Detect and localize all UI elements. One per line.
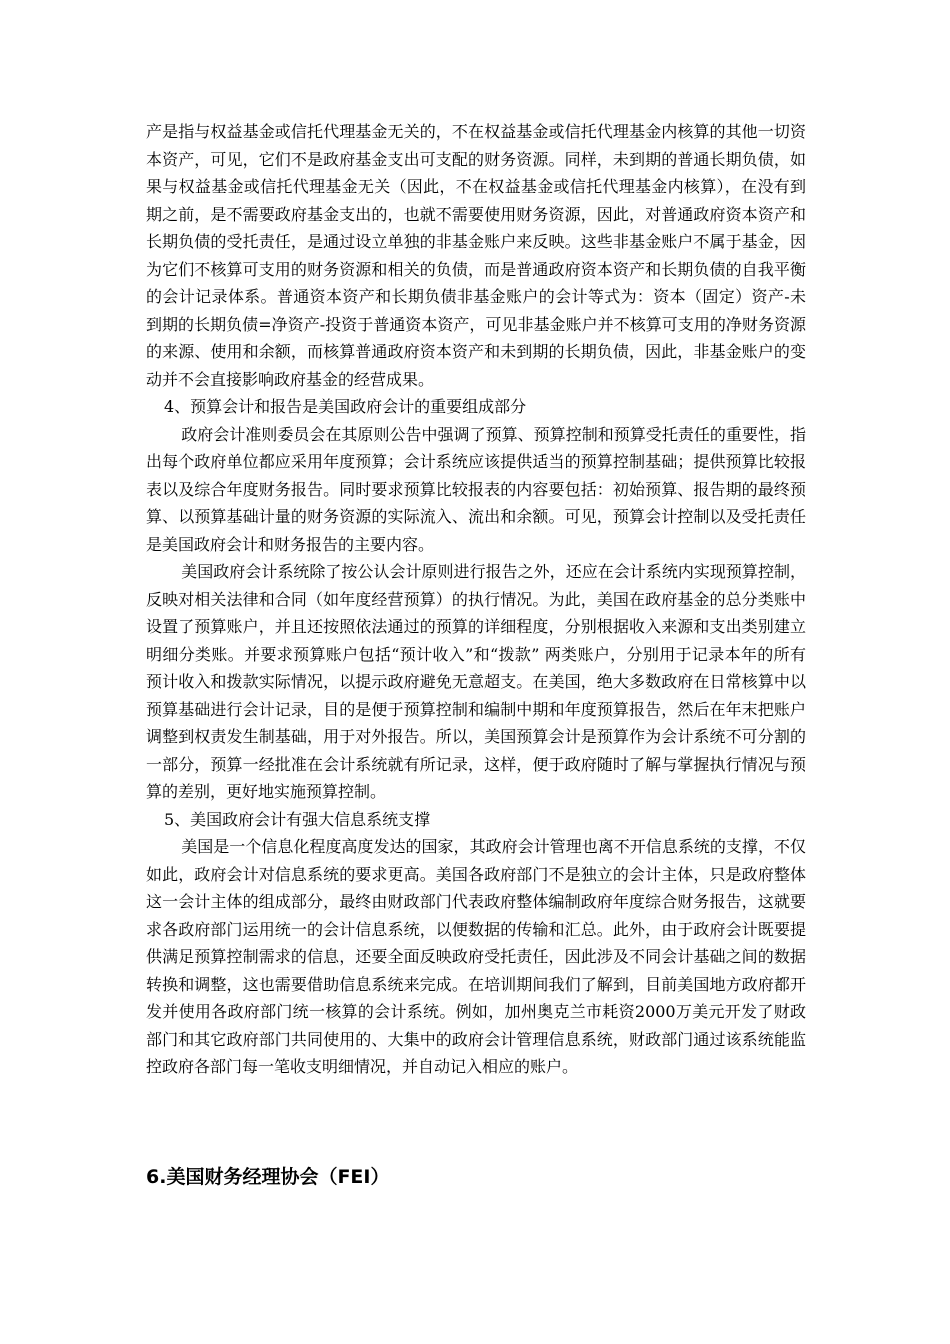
paragraph-budget-control: 美国政府会计系统除了按公认会计原则进行报告之外，还应在会计系统内实现预算控制，反映对相关法律和合同（如年度经营预算）的执行情况。为此，美国在政府基金的总分类账中设置了预算账户，并且还按照依法通过的预算的详细程度，分别根据收入来源和支出类别建立明细分类账。并要求预算账户包括“预计收入”和“拨款” 两类账户，分别用于记录本年的所有预计收入和拨款实际情况，以提示政府避免无意超支。在美国，绝大多数政府在日常核算中以预算基础进行会计记录，目的是便于预算控制和编制中期和年度预算报告，然后在年末把账户调整到权责发生制基础，用于对外报告。所以，美国预算会计是预算作为会计系统不可分割的一部分，预算一经批准在会计系统就有所记录，这样，便于政府随时了解与掌握执行情况与预算的差别，更好地实施预算控制。 [146,562,806,801]
paragraph-continuation: 产是指与权益基金或信托代理基金无关的，不在权益基金或信托代理基金内核算的其他一切资本资产，可见，它们不是政府基金支出可支配的财务资源。同样，未到期的普通长期负债，如果与权益基金或信托代理基金无关（因此，不在权益基金或信托代理基金内核算），在没有到期之前，是不需要政府基金支出的，也就不需要使用财务资源，因此，对普通政府资本资产和长期负债的受托责任，是通过设立单独的非基金账户来反映。这些非基金账户不属于基金，因为它们不核算可支用的财务资源和相关的负债，而是普通政府资本资产和长期负债的自我平衡的会计记录体系。普通资本资产和长期负债非基金账户的会计等式为：资本（固定）资产-未到期的长期负债=净资产-投资于普通资本资产，可见非基金账户并不核算可支用的净财务资源的来源、使用和余额，而核算普通政府资本资产和未到期的长期负债，因此，非基金账户的变动并不会直接影响政府基金的经营成果。 [146,122,806,389]
document-body [146,118,806,1081]
paragraph-budget-importance: 政府会计准则委员会在其原则公告中强调了预算、预算控制和预算受托责任的重要性，指出每个政府单位都应采用年度预算；会计系统应该提供适当的预算控制基础；提供预算比较报表以及综合年度财务报告。同时要求预算比较报表的内容要包括：初始预算、报告期的最终预算、以预算基础计量的财务资源的实际流入、流出和余额。可见，预算会计控制以及受托责任是美国政府会计和财务报告的主要内容。 [146,424,806,554]
section-heading: 6.美国财务经理协会（FEI） [146,1166,390,1188]
list-item-heading-4: 4、预算会计和报告是美国政府会计的重要组成部分 [164,397,527,416]
list-item-heading-5: 5、美国政府会计有强大信息系统支撑 [164,809,431,829]
paragraph-information-system: 美国是一个信息化程度高度发达的国家，其政府会计管理也离不开信息系统的支撑，不仅如此，政府会计对信息系统的要求更高。美国各政府部门不是独立的会计主体，只是政府整体这一会计主体的组成部分，最终由财政部门代表政府整体编制政府年度综合财务报告，这就要求各政府部门运用统一的会计信息系统，以便数据的传输和汇总。此外，由于政府会计既要提供满足预算控制需求的信息，还要全面反映政府受托责任，因此涉及不同会计基础之间的数据转换和调整，这也需要借助信息系统来完成。在培训期间我们了解到，目前美国地方政府都开发并使用各政府部门统一核算的会计系统。例如，加州奥克兰市耗资2000万美元开发了财政部门和其它政府部门共同使用的、大集中的政府会计管理信息系统，财政部门通过该系统能监控政府各部门每一笔收支明细情况，并自动记入相应的账户。 [146,837,806,1076]
